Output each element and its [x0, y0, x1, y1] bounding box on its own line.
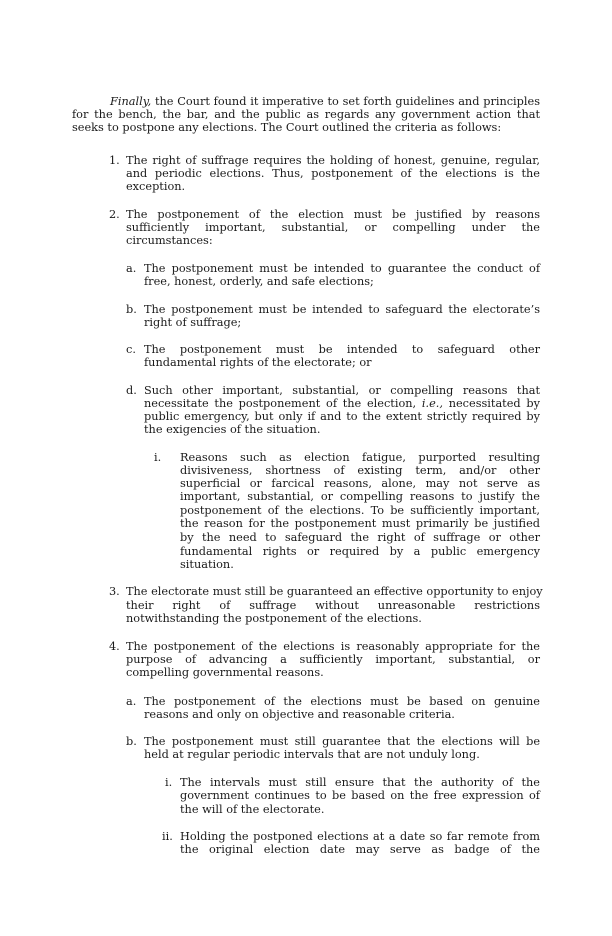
item2di-line-2: divisiveness, shortness of existing term, and/or other	[180, 464, 540, 477]
item4bii-line-2: the original election date may serve as badge of the	[180, 843, 540, 856]
item3-line-2: their right of suffrage without unreasonable restrictions	[126, 599, 540, 612]
item2-line-3: circumstances:	[126, 234, 213, 247]
item2di-line-3: superficial or farcical reasons, alone, may not serve as	[180, 477, 540, 490]
sub-marker-2b: b.	[126, 303, 137, 316]
item4bii-line-1: Holding the postponed elections at a date so far remote from	[180, 830, 540, 843]
intro-line-2: for the bench, the bar, and the public as regards any government action that	[72, 108, 540, 121]
sub-marker-2c: c.	[126, 343, 136, 356]
item1-line-2: and periodic elections. Thus, postponement of the elections is the	[126, 167, 540, 180]
roman-marker-4b-i: i.	[165, 776, 173, 789]
item4-line-2: purpose of advancing a sufficiently important, substantial, or	[126, 653, 540, 666]
item4b-line-1: The postponement must still guarantee that the elections will be	[144, 735, 540, 748]
intro-lead: Finally,	[110, 95, 152, 108]
item2di-line-4: important, substantial, or compelling reasons to justify the	[180, 490, 540, 503]
item2di-line-7: by the need to safeguard the right of suffrage or other	[180, 531, 540, 544]
item4bi-line-1: The intervals must still ensure that the authority of the	[180, 776, 540, 789]
item1-line-1: The right of suffrage requires the holding of honest, genuine, regular,	[126, 154, 540, 167]
list-marker-1: 1.	[109, 154, 120, 167]
item3-line-1: The electorate must still be guaranteed an effective opportunity to enjoy	[126, 585, 543, 598]
sub-marker-4b: b.	[126, 735, 137, 748]
item2b-line-1: The postponement must be intended to safeguard the electorate’s	[144, 303, 540, 316]
item4bi-line-3: the will of the electorate.	[180, 803, 325, 816]
item4a-line-2: reasons and only on objective and reasonable criteria.	[144, 708, 455, 721]
roman-marker-2d-i: i.	[154, 451, 162, 464]
item2d-line-4: the exigencies of the situation.	[144, 423, 321, 436]
list-marker-2: 2.	[109, 208, 120, 221]
sub-marker-2a: a.	[126, 262, 137, 275]
sub-marker-4a: a.	[126, 695, 137, 708]
item4-line-3: compelling governmental reasons.	[126, 666, 324, 679]
item1-line-3: exception.	[126, 180, 186, 193]
item2d-line-1: Such other important, substantial, or compelling reasons that	[144, 384, 540, 397]
list-marker-3: 3.	[109, 585, 120, 598]
item2di-line-1: Reasons such as election fatigue, purported resulting	[180, 451, 540, 464]
item2c-line-1: The postponement must be intended to safeguard other	[144, 343, 540, 356]
item2a-line-2: free, honest, orderly, and safe elections;	[144, 275, 374, 288]
item2b-line-2: right of suffrage;	[144, 316, 242, 329]
item4a-line-1: The postponement of the elections must be based on genuine	[144, 695, 540, 708]
item3-line-3: notwithstanding the postponement of the elections.	[126, 612, 422, 625]
intro-line-1: Finally, the Court found it imperative to set forth guidelines and principles	[110, 95, 540, 108]
item2-line-1: The postponement of the election must be justified by reasons	[126, 208, 540, 221]
item2-line-2: sufficiently important, substantial, or compelling under the	[126, 221, 540, 234]
item2di-line-8: fundamental rights or required by a public emergency	[180, 545, 540, 558]
item2d-line-3: public emergency, but only if and to the extent strictly required by	[144, 410, 540, 423]
item4-line-1: The postponement of the elections is reasonably appropriate for the	[126, 640, 540, 653]
roman-marker-4b-ii: ii.	[162, 830, 173, 843]
intro-line-3: seeks to postpone any elections. The Court outlined the criteria as follows:	[72, 121, 502, 134]
item2d-line-2: necessitate the postponement of the election, i.e., necessitated by	[144, 397, 540, 410]
ie-abbreviation: i.e.,	[421, 397, 443, 410]
sub-marker-2d: d.	[126, 384, 137, 397]
item4b-line-2: held at regular periodic intervals that are not unduly long.	[144, 748, 480, 761]
item2a-line-1: The postponement must be intended to guarantee the conduct of	[144, 262, 540, 275]
item4bi-line-2: government continues to be based on the free expression of	[180, 789, 540, 802]
item2di-line-6: the reason for the postponement must primarily be justified	[180, 517, 540, 530]
item2di-line-5: postponement of the elections. To be sufficiently important,	[180, 504, 540, 517]
list-marker-4: 4.	[109, 640, 120, 653]
item2c-line-2: fundamental rights of the electorate; or	[144, 356, 372, 369]
item2di-line-9: situation.	[180, 558, 234, 571]
